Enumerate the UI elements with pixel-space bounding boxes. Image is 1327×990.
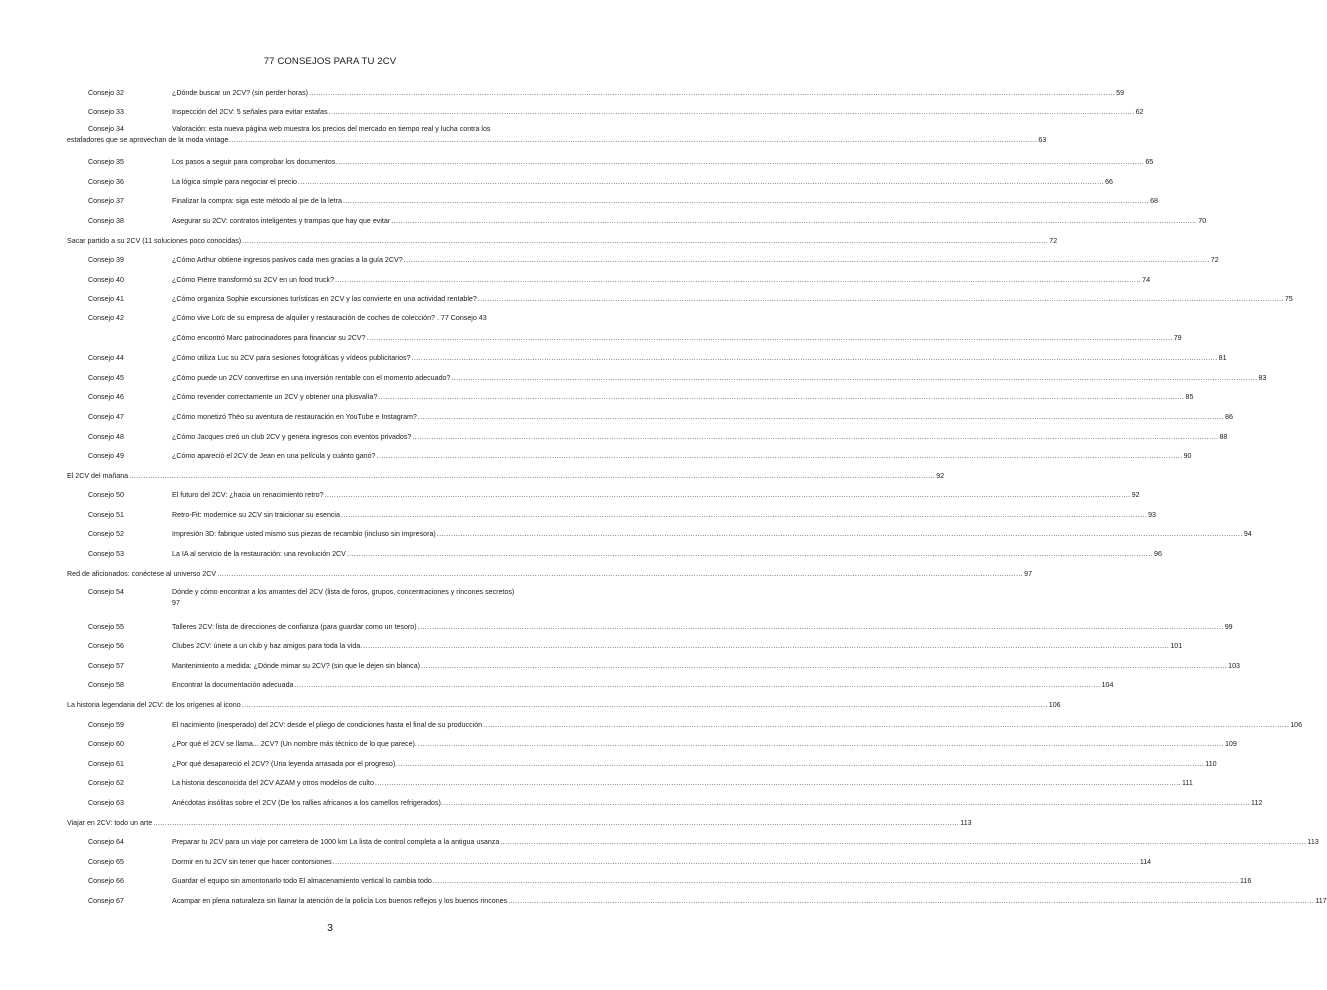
toc-section-page: 113	[960, 818, 972, 827]
toc-entry-page: 99	[1224, 622, 1233, 631]
toc-entry[interactable]	[0, 383, 1194, 403]
toc-entry-page: 112	[1250, 799, 1263, 807]
toc-entry[interactable]	[0, 579, 588, 609]
leader-dots	[325, 491, 1131, 500]
toc-entry[interactable]	[0, 481, 1140, 501]
leader-dots	[437, 530, 1243, 539]
leader-dots	[217, 570, 1023, 579]
toc-entry[interactable]	[0, 886, 1327, 906]
page-header-title: 77 CONSEJOS PARA TU 2CV	[263, 56, 397, 67]
toc-entry-title: Acampar en plena naturaleza sin llamar la atención de la policía Los buenos reflejos y los buenos rincones	[172, 896, 508, 905]
leader-dots	[242, 237, 1048, 246]
toc-entry[interactable]	[0, 402, 1233, 422]
toc-entry-title: La IA al servicio de la restauración: una revolución 2CV	[172, 550, 346, 559]
toc-entry-page: 83	[1258, 373, 1267, 382]
toc-entry-title: Retro-Fit: modernice su 2CV sin traicionar su esencia	[172, 510, 340, 519]
toc-entry-number: Consejo 40	[88, 275, 124, 284]
toc-entry-page: 104	[1101, 681, 1114, 690]
toc-entry-page: 70	[1198, 216, 1207, 225]
toc-entry-page: 72	[1210, 256, 1219, 265]
toc-entry-number: Consejo 55	[88, 622, 124, 631]
toc-entry-title: El futuro del 2CV: ¿hacia un renacimiento retro?	[172, 491, 324, 500]
leader-dots	[341, 511, 1147, 520]
toc-entry-number: Consejo 49	[88, 452, 124, 461]
toc-entry-number: Consejo 67	[88, 896, 124, 905]
toc-entry-number: Consejo 44	[88, 354, 124, 363]
leader-dots	[398, 760, 1204, 769]
toc-section-title: Sacar partido a su 2CV (11 soluciones poco conocidas)	[67, 236, 242, 245]
leader-dots	[363, 642, 1169, 651]
toc-entry[interactable]	[0, 867, 1252, 887]
toc-entry-page: 59	[1116, 88, 1125, 97]
toc-entry-page: 111	[1182, 779, 1193, 788]
leader-dots	[377, 452, 1183, 461]
toc-entry-page: 79	[1173, 333, 1182, 342]
toc-entry-number: Consejo 66	[88, 877, 124, 886]
toc-entry[interactable]	[0, 609, 1233, 632]
leader-dots	[367, 333, 1173, 344]
leader-dots	[309, 89, 1115, 98]
leader-dots	[375, 779, 1181, 788]
toc-section[interactable]	[0, 461, 945, 481]
leader-dots	[338, 158, 1144, 167]
leader-dots	[129, 472, 935, 481]
toc-entry-number: Consejo 53	[88, 550, 124, 559]
toc-entry-number: Consejo 60	[88, 740, 124, 749]
toc-entry[interactable]	[0, 632, 1183, 652]
toc-entry-number: Consejo 58	[88, 681, 124, 690]
page-number: 3	[327, 922, 333, 934]
toc-entry-number: Consejo 34	[88, 125, 124, 134]
toc-entry-number: Consejo 50	[88, 491, 124, 500]
toc-entry[interactable]	[0, 344, 1227, 364]
toc-section-page: 106	[1048, 701, 1061, 710]
leader-dots	[508, 897, 1314, 906]
toc-section[interactable]	[0, 808, 972, 828]
toc-entry-title: ¿Cómo Pierre transformó su 2CV en un food truck?	[172, 275, 335, 284]
toc-entry-title: Encontrar la documentación adecuada	[172, 681, 294, 690]
toc-section[interactable]	[0, 690, 1061, 710]
toc-entry-page: 74	[1142, 275, 1151, 284]
toc-entry[interactable]	[0, 671, 1114, 691]
toc-entry-title: Anécdotas insólitas sobre el 2CV (De los rallies africanos a los camellos refrigerados).	[172, 799, 443, 807]
toc-entry-number: Consejo 64	[88, 838, 124, 847]
toc-entry-page: 93	[1148, 510, 1156, 519]
leader-dots	[335, 276, 1141, 285]
toc-entry-title: La historia desconocida del 2CV AZAM y otros modelos de culto	[172, 779, 374, 788]
leader-dots	[153, 819, 959, 828]
toc-entry-page: 90	[1183, 452, 1192, 461]
leader-dots	[418, 413, 1224, 422]
toc-entry-page: 86	[1225, 412, 1233, 421]
toc-entry[interactable]	[0, 769, 1193, 789]
toc-entry-page: 65	[1145, 158, 1154, 167]
toc-entry[interactable]	[0, 651, 1240, 671]
toc-entry-number: Consejo 56	[88, 642, 124, 651]
leader-dots	[298, 178, 1104, 187]
toc-entry-title: Mantenimiento a medida: ¿Dónde mimar su 2CV? (sin que le dejen sin blanca)	[172, 661, 421, 670]
toc-entry-number: Consejo 65	[88, 857, 124, 866]
toc-entry-title: ¿Cómo organiza Sophie excursiones turísticas en 2CV y las convierte en una actividad rentable?	[172, 295, 477, 304]
toc-entry-page: 63	[1038, 136, 1047, 145]
leader-dots	[421, 662, 1227, 671]
leader-dots	[329, 108, 1135, 117]
toc-entry[interactable]	[0, 121, 1047, 146]
toc-entry-number: Consejo 35	[88, 158, 124, 167]
toc-entry-page: 96	[1154, 550, 1162, 559]
toc-entry-title: Inspección del 2CV: 5 señales para evitar estafas	[172, 108, 328, 117]
toc-entry-title: Dormir en tu 2CV sin tener que hacer contorsiones	[172, 857, 332, 866]
toc-entry-title: ¿Cómo revender correctamente un 2CV y obtener una plusvalía?	[172, 393, 378, 402]
toc-entry-title: ¿Cómo puede un 2CV convertirse en una inversión rentable con el momento adecuado?	[172, 373, 451, 382]
leader-dots	[483, 721, 1289, 730]
toc-entry-page: 109	[1224, 740, 1237, 749]
toc-section-page: 92	[936, 471, 945, 480]
toc-entry-number: Consejo 42	[88, 313, 124, 322]
toc-entry-title: Preparar tu 2CV para un viaje por carretera de 1000 km La lista de control completa a la antigua usanza	[172, 838, 500, 847]
toc-entry-number: Consejo 37	[88, 197, 124, 206]
leader-dots	[391, 217, 1197, 226]
leader-dots	[343, 197, 1149, 206]
toc-entry-title: Clubes 2CV: únete a un club y haz amigos para toda la vida.	[172, 642, 363, 651]
leader-dots	[294, 681, 1100, 690]
toc-entry-title: Dónde y cómo encontrar a los amantes del 2CV (lista de foros, grupos, concentraciones y rincones secretos)	[172, 587, 515, 596]
toc-entry[interactable]	[0, 828, 1319, 848]
toc-entry-number: Consejo 54	[88, 587, 124, 596]
toc-entry[interactable]	[0, 788, 1263, 808]
toc-entry-number: Consejo 47	[88, 412, 124, 421]
toc-entry[interactable]	[0, 146, 1154, 167]
leader-dots	[333, 858, 1139, 867]
toc-entry-number: Consejo 45	[88, 373, 124, 382]
toc-entry-title: ¿Cómo utiliza Luc su 2CV para sesiones fotográficas y vídeos publicitarios?	[172, 354, 411, 363]
toc-entry-title-continued: estafadores que se aprovechan de la moda vintage.	[67, 136, 231, 145]
toc-entry-number: Consejo 63	[88, 799, 124, 807]
toc-section[interactable]	[0, 226, 1058, 246]
toc-entry-title: ¿Por qué el 2CV se llama... 2CV? (Un nombre más técnico de lo que parece).	[172, 740, 417, 749]
toc-entry-page: 62	[1135, 108, 1144, 117]
toc-entry-title: Finalizar la compra: siga este método al pie de la letra	[172, 197, 342, 206]
toc-entry[interactable]	[0, 304, 1182, 343]
toc-section[interactable]	[0, 559, 1033, 579]
leader-dots	[418, 623, 1224, 632]
toc-entry-number: Consejo 61	[88, 759, 124, 768]
toc-entry-title: ¿Cómo apareció el 2CV de Jean en una película y cuánto ganó?	[172, 452, 376, 461]
toc-entry-page: 110	[1205, 759, 1217, 768]
toc-entry[interactable]	[0, 500, 1156, 520]
toc-entry-page: 101	[1170, 642, 1183, 651]
toc-entry-title: La lógica simple para negociar el precio	[172, 177, 297, 186]
leader-dots	[412, 354, 1218, 363]
leader-dots	[433, 877, 1239, 886]
toc-entry-title: Asegurar su 2CV: contratos inteligentes y trampas que hay que evitar	[172, 216, 391, 225]
toc-entry-page: 66	[1105, 177, 1113, 186]
toc-entry-number: Consejo 57	[88, 661, 124, 670]
toc-entry-page: 81	[1218, 354, 1227, 363]
toc-entry-number: Consejo 62	[88, 779, 124, 788]
toc-entry-page: 116	[1239, 877, 1252, 886]
toc-entry-number: Consejo 52	[88, 530, 124, 539]
toc-entry[interactable]	[0, 847, 1152, 867]
toc-entry-title: Valoración: esta nueva página web muestra los precios del mercado en tiempo real y lucha contra los	[172, 125, 491, 134]
leader-dots	[478, 295, 1284, 304]
toc-section-page: 72	[1049, 236, 1058, 245]
toc-entry-number: Consejo 38	[88, 216, 124, 225]
toc-entry-page: 113	[1307, 838, 1319, 847]
toc-section-title: Red de aficionados: conéctese al universo 2CV	[67, 569, 217, 578]
toc-entry-number: Consejo 59	[88, 720, 124, 729]
toc-entry-page: 94	[1243, 530, 1252, 539]
toc-entry[interactable]	[0, 749, 1217, 769]
toc-entry-title: ¿Dónde buscar un 2CV? (sin perder horas)	[172, 88, 309, 97]
leader-dots	[444, 799, 1250, 808]
toc-entry-page: 92	[1131, 491, 1140, 500]
leader-dots	[500, 838, 1306, 847]
toc-entry[interactable]	[0, 730, 1237, 750]
toc-entry-number: Consejo 48	[88, 432, 124, 441]
toc-entry-title: ¿Cómo monetizó Théo su aventura de restauración en YouTube e Instagram?	[172, 412, 417, 421]
leader-dots	[347, 550, 1153, 559]
toc-entry-title: El nacimiento (inesperado) del 2CV: desde el pliego de condiciones hasta el final de su producción	[172, 720, 483, 729]
toc-entry-title: Guardar el equipo sin amontonarlo todo El almacenamiento vertical lo cambia todo	[172, 877, 432, 886]
toc-entry-number: Consejo 46	[88, 393, 124, 402]
toc-entry[interactable]	[0, 363, 1267, 383]
toc-section-page: 97	[1024, 569, 1033, 578]
leader-dots	[231, 135, 1037, 146]
toc-entry[interactable]	[0, 187, 1158, 207]
toc-section-title: La historia legendaria del 2CV: de los orígenes al icono	[67, 701, 241, 710]
toc-entry-page: 106	[1290, 720, 1303, 729]
leader-dots	[412, 433, 1218, 442]
toc-entry[interactable]	[0, 442, 1192, 462]
toc-entry-number: Consejo 41	[88, 295, 124, 304]
toc-entry-page: 97	[172, 598, 180, 607]
toc-entry-title: ¿Cómo Arthur obtiene ingresos pasivos cada mes gracias a la guía 2CV?	[172, 256, 403, 265]
toc-entry-page: 114	[1139, 857, 1152, 866]
toc-entry[interactable]	[0, 206, 1207, 226]
table-of-contents	[0, 78, 1327, 906]
toc-entry[interactable]	[0, 167, 1113, 187]
toc-entry-title: ¿Cómo vive Loïc de su empresa de alquiler y restauración de coches de colección? . 77 Consejo 43	[172, 313, 487, 322]
toc-entry-title: Impresión 3D: fabrique usted mismo sus piezas de recambio (incluso sin impresora)	[172, 530, 436, 539]
toc-entry-number: Consejo 32	[88, 88, 124, 97]
leader-dots	[404, 256, 1210, 265]
toc-entry-title: ¿Por qué desapareció el 2CV? (Una leyenda arrasada por el progreso).	[172, 759, 398, 768]
toc-entry[interactable]	[0, 246, 1219, 266]
toc-entry-page: 75	[1284, 295, 1293, 304]
toc-section-title: El 2CV del mañana	[67, 471, 129, 480]
leader-dots	[418, 740, 1224, 749]
toc-entry-title-continued: ¿Cómo encontró Marc patrocinadores para financiar su 2CV?	[172, 333, 366, 342]
toc-entry-title: Talleres 2CV: lista de direcciones de confianza (para guardar como un tesoro)	[172, 622, 417, 631]
toc-entry-number: Consejo 51	[88, 510, 124, 519]
toc-entry-page: 88	[1219, 432, 1228, 441]
toc-entry-page: 103	[1228, 661, 1240, 670]
toc-section-title: Viajar en 2CV: todo un arte	[67, 818, 153, 827]
toc-entry-page: 117	[1315, 896, 1327, 905]
leader-dots	[378, 393, 1184, 402]
toc-entry[interactable]	[0, 78, 1125, 98]
toc-entry[interactable]	[0, 710, 1303, 730]
toc-entry[interactable]	[0, 539, 1162, 559]
toc-entry-number: Consejo 33	[88, 108, 124, 117]
toc-entry-title: Los pasos a seguir para comprobar los documentos.	[172, 158, 338, 167]
leader-dots	[451, 374, 1257, 383]
toc-entry[interactable]	[0, 285, 1293, 305]
toc-entry-page: 68	[1150, 197, 1158, 206]
toc-entry-number: Consejo 39	[88, 256, 124, 265]
toc-entry-number: Consejo 36	[88, 177, 124, 186]
toc-entry-page: 85	[1185, 393, 1194, 402]
toc-entry-title: ¿Cómo Jacques creó un club 2CV y genera ingresos con eventos privados?	[172, 432, 412, 441]
toc-entry[interactable]	[0, 422, 1228, 442]
toc-entry[interactable]	[0, 520, 1252, 540]
toc-entry[interactable]	[0, 265, 1151, 285]
toc-entry[interactable]	[0, 98, 1144, 118]
leader-dots	[242, 701, 1048, 710]
